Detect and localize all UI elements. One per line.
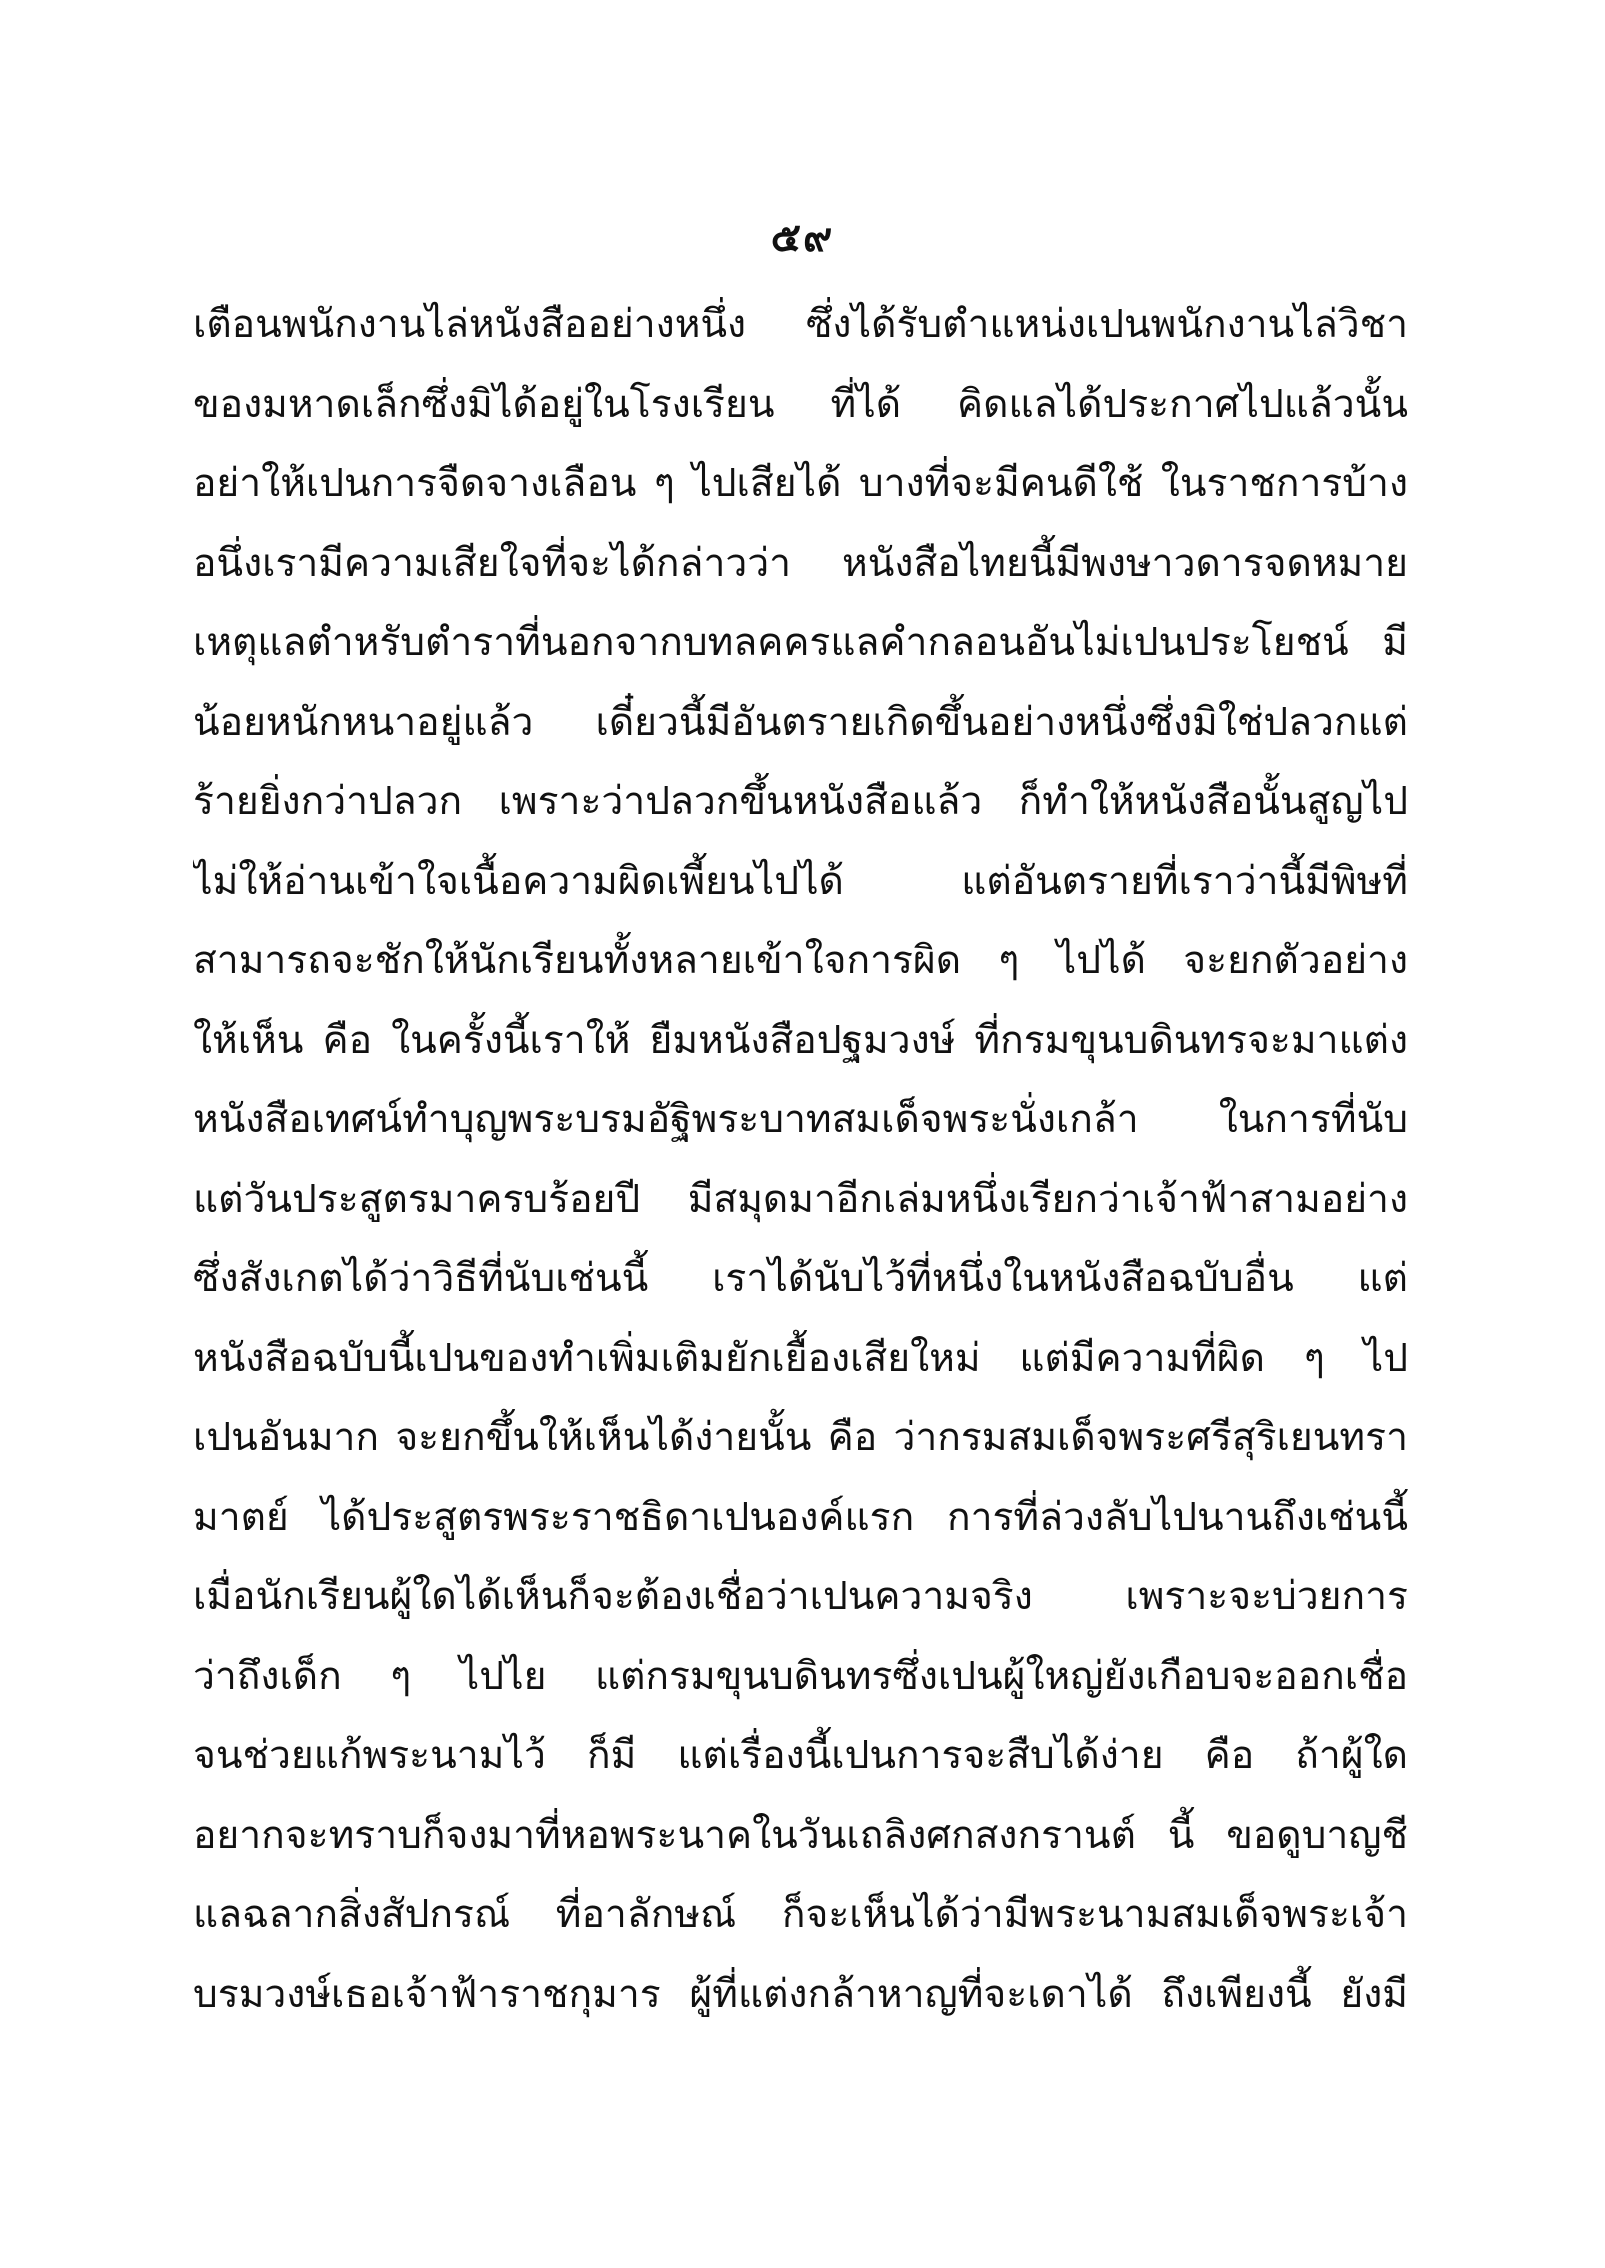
text-line: มาตย์ ได้ประสูตรพระราชธิดาเปนองค์แรก การที่ล่วงลับไปนานถึงเช่นนี้: [193, 1494, 1408, 1540]
text-line: น้อยหนักหนาอยู่แล้ว เดี๋ยวนี้มีอันตรายเกิดขึ้นอย่างหนึ่งซึ่งมิใช่ปลวกแต่: [193, 699, 1408, 745]
text-line: ว่าถึงเด็ก ๆ ไปไย แต่กรมขุนบดินทรซึ่งเปนผู้ใหญ่ยังเกือบจะออกเชื่อ: [193, 1653, 1408, 1699]
text-line: อย่าให้เปนการจืดจางเลือน ๆ ไปเสียได้ บางที่จะมีคนดีใช้ ในราชการบ้าง: [193, 461, 1408, 506]
text-line: เตือนพนักงานไล่หนังสืออย่างหนึ่ง ซึ่งได้รับตำแหน่งเปนพนักงานไล่วิชา: [193, 302, 1408, 347]
text-line: บรมวงษ์เธอเจ้าฟ้าราชกุมาร ผู้ที่แต่งกล้าหาญที่จะเดาได้ ถึงเพียงนี้ ยังมี: [193, 1971, 1408, 2017]
text-line: เปนอันมาก จะยกขึ้นให้เห็นได้ง่ายนั้น คือ ว่ากรมสมเด็จพระศรีสุริเยนทรา: [193, 1415, 1408, 1460]
text-line: จนช่วยแก้พระนามไว้ ก็มี แต่เรื่องนี้เปนการจะสืบได้ง่าย คือ ถ้าผู้ใด: [193, 1733, 1408, 1778]
text-line: ของมหาดเล็กซึ่งมิได้อยู่ในโรงเรียน ที่ได้ คิดแลได้ประกาศไปแล้วนั้น: [193, 381, 1408, 427]
text-line: ให้เห็น คือ ในครั้งนี้เราให้ ยืมหนังสือปฐมวงษ์ ที่กรมขุนบดินทรจะมาแต่ง: [193, 1017, 1408, 1063]
text-line: หนังสือเทศน์ทำบุญพระบรมอัฐิพระบาทสมเด็จพระนั่งเกล้า ในการที่นับ: [193, 1097, 1408, 1142]
text-line: เหตุแลตำหรับตำราที่นอกจากบทลคครแลคำกลอนอันไม่เปนประโยชน์ มี: [193, 620, 1408, 665]
text-line: อยากจะทราบก็จงมาที่หอพระนาคในวันเถลิงศกสงกรานต์ นี้ ขอดูบาญชี: [193, 1812, 1408, 1858]
text-line: แลฉลากสิ่งสัปกรณ์ ที่อาลักษณ์ ก็จะเห็นได้ว่ามีพระนามสมเด็จพระเจ้า: [193, 1892, 1408, 1937]
text-line: หนังสือฉบับนี้เปนของทำเพิ่มเติมยักเยื้องเสียใหม่ แต่มีความที่ผิด ๆ ไป: [193, 1335, 1408, 1381]
body-text: [193, 285, 1408, 2034]
text-line: ร้ายยิ่งกว่าปลวก เพราะว่าปลวกขึ้นหนังสือแล้ว ก็ทำให้หนังสือนั้นสูญไป: [193, 779, 1408, 824]
text-line: สามารถจะชักให้นักเรียนทั้งหลายเข้าใจการผิด ๆ ไปได้ จะยกตัวอย่าง: [193, 938, 1408, 983]
page-number: ๕๙: [770, 215, 835, 261]
text-line: ซึ่งสังเกตได้ว่าวิธีที่นับเช่นนี้ เราได้นับไว้ที่หนึ่งในหนังสือฉบับอื่น แต่: [193, 1256, 1408, 1301]
text-line: แต่วันประสูตรมาครบร้อยปี มีสมุดมาอีกเล่มหนึ่งเรียกว่าเจ้าฟ้าสามอย่าง: [193, 1176, 1408, 1222]
text-line: ไม่ให้อ่านเข้าใจเนื้อความผิดเพี้ยนไปได้ แต่อันตรายที่เราว่านี้มีพิษที่: [193, 858, 1408, 904]
text-line: เมื่อนักเรียนผู้ใดได้เห็นก็จะต้องเชื่อว่าเปนความจริง เพราะจะบ่วยการ: [193, 1574, 1408, 1619]
text-line: อนึ่งเรามีความเสียใจที่จะได้กล่าวว่า หนังสือไทยนี้มีพงษาวดารจดหมาย: [193, 540, 1408, 586]
